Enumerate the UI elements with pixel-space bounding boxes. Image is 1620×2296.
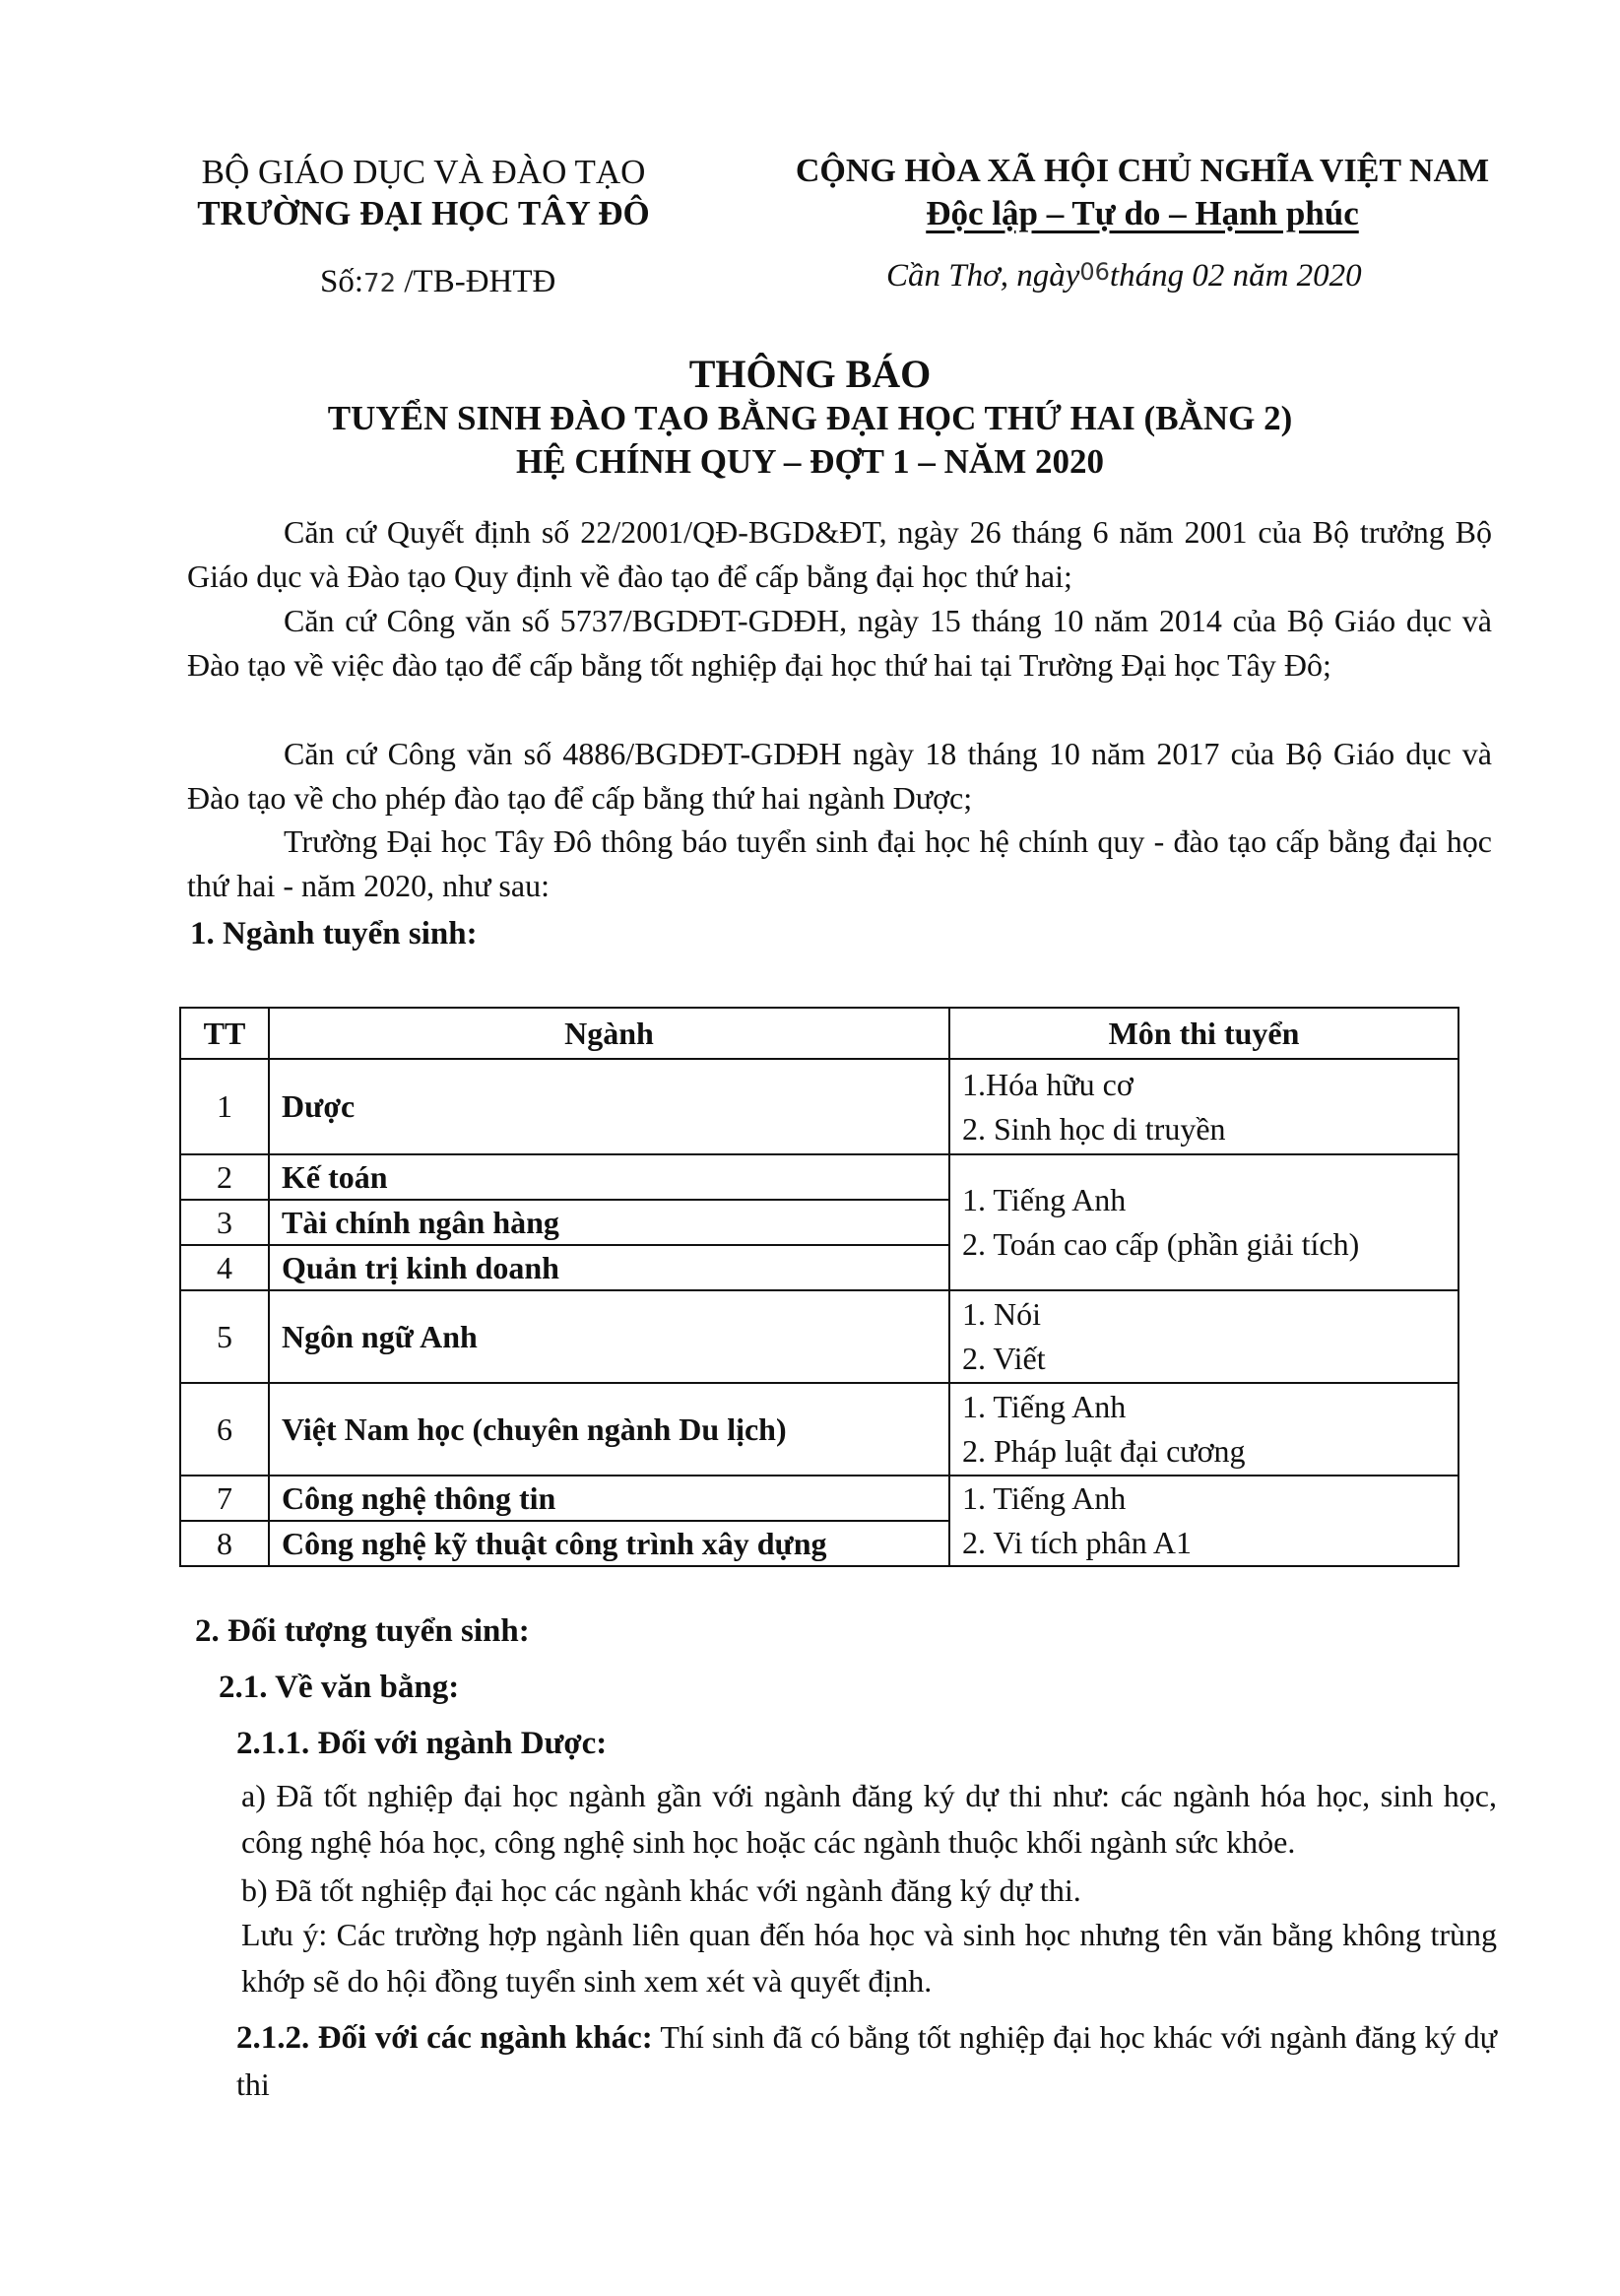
note: Lưu ý: Các trường hợp ngành liên quan đến hóa học và sinh học nhưng tên văn bằng không trùng khớp sẽ do hội đồng tuyển sinh xem xét và quyết định.: [241, 1917, 1497, 1999]
table-row: 5 Ngôn ngữ Anh 1. Nói 2. Viết: [180, 1290, 1458, 1383]
majors-table: [179, 1007, 1459, 1567]
section-2-1-heading: 2.1. Về văn bằng:: [219, 1670, 460, 1705]
column-header-mon-thi: Môn thi tuyển: [949, 1008, 1458, 1059]
table-row: 4 Quản trị kinh doanh: [180, 1245, 1458, 1290]
table-row: 6 Việt Nam học (chuyên ngành Du lịch) 1. Tiếng Anh 2. Pháp luật đại cương: [180, 1383, 1458, 1476]
section-2-1-1-heading: 2.1.1. Đối với ngành Dược:: [236, 1726, 608, 1761]
preamble-paragraph-2: Căn cứ Công văn số 5737/BGDĐT-GDĐH, ngày 15 tháng 10 năm 2014 của Bộ Giáo dục và Đào tạo về việc đào tạo để cấp bằng tốt nghiệp đại học thứ hai tại Trường Đại học Tây Đô;: [187, 603, 1492, 683]
ministry-name: BỘ GIÁO DỤC VÀ ĐÀO TẠO: [201, 153, 646, 191]
document-number: Số:72 /TB-ĐHTĐ: [320, 264, 556, 299]
issue-date: Cần Thơ, ngày06tháng 02 năm 2020: [886, 258, 1362, 294]
exam-subjects: 1. Tiếng Anh 2. Pháp luật đại cương: [949, 1383, 1458, 1476]
item-b: b) Đã tốt nghiệp đại học các ngành khác với ngành đăng ký dự thi.: [241, 1872, 1081, 1908]
table-row: 3 Tài chính ngân hàng: [180, 1200, 1458, 1245]
table-row: 7 Công nghệ thông tin 1. Tiếng Anh 2. Vi tích phân A1: [180, 1476, 1458, 1521]
preamble-paragraph-4: Trường Đại học Tây Đô thông báo tuyển sinh đại học hệ chính quy - đào tạo cấp bằng đại học thứ hai - năm 2020, như sau:: [187, 823, 1492, 903]
section-2-1-2: 2.1.2. Đối với các ngành khác: Thí sinh đã có bằng tốt nghiệp đại học khác với ngành đăng ký dự thi: [236, 2019, 1498, 2102]
republic-name: CỘNG HÒA XÃ HỘI CHỦ NGHĨA VIỆT NAM: [795, 153, 1490, 189]
item-a: a) Đã tốt nghiệp đại học ngành gần với ngành đăng ký dự thi như: các ngành hóa học, sinh học, công nghệ hóa học, công nghệ sinh học hoặc các ngành thuộc khối ngành sức khỏe.: [241, 1778, 1497, 1860]
handwritten-day: 06: [1079, 258, 1110, 286]
section-1-heading: 1. Ngành tuyển sinh:: [190, 916, 478, 951]
national-motto: Độc lập – Tự do – Hạnh phúc: [926, 194, 1359, 232]
notice-subtitle-2: HỆ CHÍNH QUY – ĐỢT 1 – NĂM 2020: [516, 442, 1104, 481]
notice-title: THÔNG BÁO: [688, 352, 932, 396]
university-name: TRƯỜNG ĐẠI HỌC TÂY ĐÔ: [197, 194, 650, 232]
table-header-row: [180, 1008, 1458, 1059]
preamble-paragraph-3: Căn cứ Công văn số 4886/BGDĐT-GDĐH ngày 18 tháng 10 năm 2017 của Bộ Giáo dục và Đào tạo về cho phép đào tạo để cấp bằng thứ hai ngành Dược;: [187, 736, 1492, 816]
exam-subjects: 1.Hóa hữu cơ 2. Sinh học di truyền: [949, 1059, 1458, 1154]
table-row: 2 Kế toán 1. Tiếng Anh 2. Toán cao cấp (phần giải tích): [180, 1154, 1458, 1200]
table-row: 8 Công nghệ kỹ thuật công trình xây dựng: [180, 1521, 1458, 1566]
notice-subtitle: TUYỂN SINH ĐÀO TẠO BẰNG ĐẠI HỌC THỨ HAI (BẰNG 2): [327, 399, 1293, 437]
column-header-tt: TT: [180, 1008, 269, 1059]
exam-subjects: 1. Tiếng Anh 2. Toán cao cấp (phần giải tích): [949, 1154, 1458, 1290]
column-header-nganh: Ngành: [269, 1008, 949, 1059]
handwritten-number: 72: [363, 269, 397, 298]
section-2-heading: 2. Đối tượng tuyển sinh:: [195, 1613, 530, 1649]
exam-subjects: 1. Nói 2. Viết: [949, 1290, 1458, 1383]
preamble-paragraph-1: Căn cứ Quyết định số 22/2001/QĐ-BGD&ĐT, ngày 26 tháng 6 năm 2001 của Bộ trưởng Bộ Giáo dục và Đào tạo Quy định về đào tạo để cấp bằng đại học thứ hai;: [187, 514, 1492, 594]
table-row: 1 Dược 1.Hóa hữu cơ 2. Sinh học di truyền: [180, 1059, 1458, 1154]
exam-subjects: 1. Tiếng Anh 2. Vi tích phân A1: [949, 1476, 1458, 1566]
